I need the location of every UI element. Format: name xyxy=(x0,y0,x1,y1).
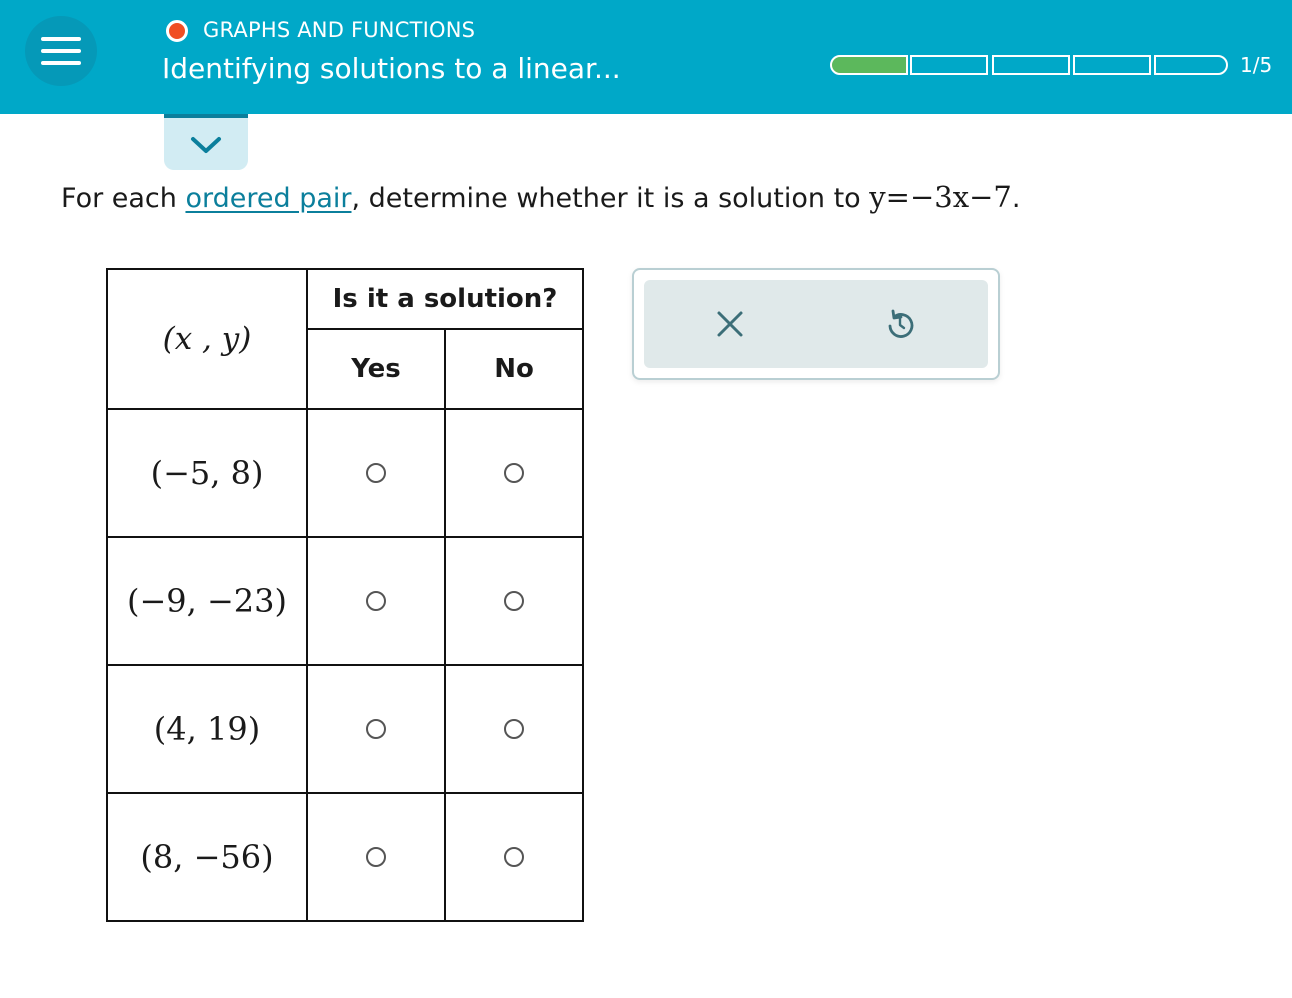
no-radio[interactable] xyxy=(504,847,524,867)
progress-count: 1/5 xyxy=(1240,53,1273,77)
ordered-pair: (−5, 8) xyxy=(107,409,307,537)
no-radio[interactable] xyxy=(504,591,524,611)
no-cell xyxy=(445,537,583,665)
clear-button[interactable] xyxy=(714,308,746,340)
question-text xyxy=(61,180,1020,214)
progress-segment xyxy=(1154,55,1228,75)
table-row xyxy=(107,793,583,921)
progress-segment xyxy=(1073,55,1151,75)
undo-button[interactable] xyxy=(884,308,916,340)
tools-bar xyxy=(644,280,988,368)
yes-cell xyxy=(307,537,445,665)
no-cell xyxy=(445,409,583,537)
ordered-pair: (−9, −23) xyxy=(107,537,307,665)
yes-column-header: Yes xyxy=(307,329,445,409)
yes-radio[interactable] xyxy=(366,847,386,867)
no-cell xyxy=(445,665,583,793)
table-row xyxy=(107,665,583,793)
chevron-down-icon xyxy=(190,134,222,156)
table-row xyxy=(107,409,583,537)
menu-button[interactable] xyxy=(25,16,97,86)
ordered-pair: (8, −56) xyxy=(107,793,307,921)
yes-cell xyxy=(307,665,445,793)
no-radio[interactable] xyxy=(504,719,524,739)
section-status-icon xyxy=(166,20,188,42)
answer-table xyxy=(106,268,584,922)
topic-title[interactable]: Identifying solutions to a linear... xyxy=(162,52,621,85)
no-radio[interactable] xyxy=(504,463,524,483)
yes-radio[interactable] xyxy=(366,463,386,483)
yes-radio[interactable] xyxy=(366,719,386,739)
yes-cell xyxy=(307,793,445,921)
question-prefix: For each xyxy=(61,183,186,214)
yes-cell xyxy=(307,409,445,537)
table-row xyxy=(107,537,583,665)
ordered-pair-link[interactable]: ordered pair xyxy=(185,183,352,214)
pair-column-header: (x , y) xyxy=(107,269,307,409)
equation: y=−3x−7 xyxy=(869,180,1012,214)
progress-segment xyxy=(992,55,1070,75)
yes-radio[interactable] xyxy=(366,591,386,611)
progress-bar xyxy=(830,55,1230,75)
undo-icon xyxy=(884,308,916,340)
question-middle: , determine whether it is a solution to xyxy=(351,183,870,214)
collapse-header-button[interactable] xyxy=(164,114,248,170)
ordered-pair: (4, 19) xyxy=(107,665,307,793)
top-header xyxy=(0,0,1292,114)
close-icon xyxy=(714,308,746,340)
question-suffix: . xyxy=(1011,183,1021,214)
no-cell xyxy=(445,793,583,921)
solution-column-header: Is it a solution? xyxy=(307,269,583,329)
no-column-header: No xyxy=(445,329,583,409)
answer-tools-panel xyxy=(632,268,1000,380)
progress-segment xyxy=(910,55,988,75)
section-label: GRAPHS AND FUNCTIONS xyxy=(203,18,476,42)
progress-segment xyxy=(830,55,908,75)
